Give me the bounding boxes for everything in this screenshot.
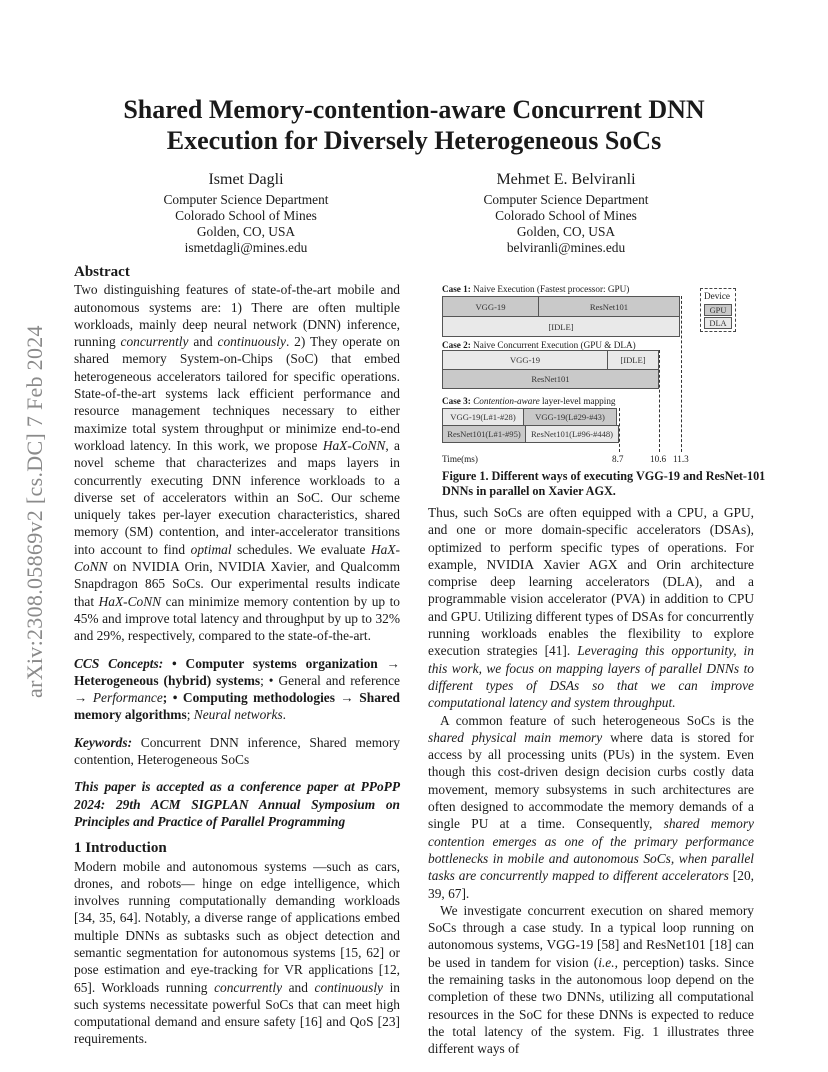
legend-title: Device <box>704 291 731 301</box>
author-block-2 <box>416 170 716 256</box>
author-school: Colorado School of Mines <box>175 208 317 223</box>
bar-c1-idle: [IDLE] <box>442 316 680 337</box>
left-column <box>74 264 400 1048</box>
tick-10.6: 10.6 <box>650 454 667 464</box>
author-email[interactable]: ismetdagli@mines.edu <box>184 240 308 255</box>
title-line-2: Execution for Diversely Heterogeneous SoCs <box>166 126 662 155</box>
bar-c2-vgg: VGG-19 <box>442 350 608 370</box>
bar-c3-vgg-b: VGG-19(L#29-#43) <box>523 408 617 426</box>
author-city: Golden, CO, USA <box>196 224 296 239</box>
ccs-concepts: CCS Concepts: • Computer systems organization → Heterogeneous (hybrid) systems; • General and reference → Performance; • Computing methodologies → Shared memory algorithms; Neural networks. <box>74 655 400 723</box>
author-name: Mehmet E. Belviranli <box>496 171 636 188</box>
paper-title <box>60 94 768 156</box>
tick-8.7: 8.7 <box>612 454 624 464</box>
case-3-label: Case 3: Contention-aware layer-level mapping <box>442 396 616 406</box>
time-axis-label: Time(ms) <box>442 454 478 464</box>
abstract-heading: Abstract <box>74 264 130 280</box>
bar-c3-vgg-a: VGG-19(L#1-#28) <box>442 408 524 426</box>
time-marker-11.3 <box>681 296 682 452</box>
title-line-1: Shared Memory-contention-aware Concurrent DNN <box>123 95 705 124</box>
bar-c1-resnet: ResNet101 <box>538 296 680 317</box>
bar-c3-resnet-a: ResNet101(L#1-#95) <box>442 425 526 443</box>
bar-c1-vgg: VGG-19 <box>442 296 539 317</box>
keywords: Keywords: Concurrent DNN inference, Shared memory contention, Heterogeneous SoCs <box>74 734 400 768</box>
tick-11.3: 11.3 <box>673 454 689 464</box>
right-paragraph-3: We investigate concurrent execution on shared memory SoCs through a case study. In a typical loop running on autonomous systems, VGG-19 [58] and ResNet101 [18] can be used in tandem for vision (i.e., perception) tasks. Since the remaining tasks in the autonomous loop depend on the completion of these two DNNs, utilizing all computational resources in the SoC for these DNNs is expected to reduce the total latency of the system. Fig. 1 illustrates three different ways of <box>428 902 754 1057</box>
case-1-label: Case 1: Naive Execution (Fastest processor: GPU) <box>442 284 630 294</box>
right-column <box>428 504 754 1058</box>
author-city: Golden, CO, USA <box>516 224 616 239</box>
introduction-heading: 1 Introduction <box>74 840 167 857</box>
time-marker-10.6 <box>659 350 660 452</box>
author-email[interactable]: belviranli@mines.edu <box>506 240 626 255</box>
abstract-text: Two distinguishing features of state-of-the-art mobile and autonomous systems are: 1) There are often multiple workloads, mainly deep neural network (DNN) inference, running concurrently and continuously. 2) They operate on shared memory System-on-Chips (SoC) that embed heterogeneous accelerators tailored for specific operations. State-of-the-art systems lack efficient performance and resource management techniques necessary to either maximize total system throughput or minimize end-to-end workload latency. In this work, we propose HaX-CoNN, a novel scheme that characterizes and maps layers in concurrently executing DNN inference workloads to a diverse set of accelerators within an SoC. Our scheme uniquely takes per-layer execution characteristics, shared memory (SM) contention, and inter-accelerator transitions into account to find optimal schedules. We evaluate HaX-CoNN on NVIDIA Orin, NVIDIA Xavier, and Qualcomm Snapdragon 865 SoCs. Our experimental results indicate that HaX-CoNN can minimize memory contention by up to 45% and improve total latency and throughput by up to 32% and 29%, respectively, compared to the state-of-the-art. <box>74 282 400 644</box>
author-school: Colorado School of Mines <box>495 208 637 223</box>
bar-c2-resnet: ResNet101 <box>442 369 659 389</box>
figure-1 <box>442 284 754 484</box>
arxiv-margin-note: arXiv:2308.05869v2 [cs.DC] 7 Feb 2024 <box>22 325 47 699</box>
author-block-1 <box>96 170 396 256</box>
acceptance-note: This paper is accepted as a conference paper at PPoPP 2024: 29th ACM SIGPLAN Annual Symposium on Principles and Practice of Parallel Programming <box>74 779 400 829</box>
right-paragraph-2: A common feature of such heterogeneous SoCs is the shared physical main memory where data is stored for access by all processing units (PUs) in the system. Even though this cost-driven design decision curbs costly data movement, memory subsystems in such architectures are often designed to accommodate the memory demands of a single PU at a time. Consequently, shared memory contention emerges as one of the primary performance bottlenecks in mobile and autonomous SoCs, when parallel tasks are concurrently mapped to different accelerators [20, 39, 67]. <box>428 712 754 901</box>
bar-c2-idle: [IDLE] <box>607 350 659 370</box>
legend-dla: DLA <box>704 317 732 329</box>
author-dept: Computer Science Department <box>163 192 329 207</box>
introduction-text: Modern mobile and autonomous systems —such as cars, drones, and robots— hinge on edge intelligence, which involves running computationally demanding workloads [34, 35, 64]. Notably, a diverse range of applications embed multiple DNNs as subtasks such as object detection and semantic segmentation for autonomous systems [15, 62] or pose estimation and eye-tracking for VR applications [12, 65]. Workloads running concurrently and continuously in such systems necessitate powerful SoCs that can meet high computational demand and ensure safety [16] and QoS [23] requirements. <box>74 858 400 1047</box>
bar-c3-resnet-b: ResNet101(L#96-#448) <box>525 425 619 443</box>
device-legend <box>700 288 736 332</box>
time-marker-8.7 <box>619 408 620 452</box>
author-dept: Computer Science Department <box>483 192 649 207</box>
right-paragraph-1: Thus, such SoCs are often equipped with a CPU, a GPU, and one or more domain-specific accelerators (DSAs), optimized to perform specific types of operations. For example, NVIDIA Xavier AGX and Orin architecture comprise deep learning accelerators (DLA), and a programmable vision accelerator (PVA) in addition to CPU and GPU. Utilizing different types of DSAs for concurrently running workloads enables the flexibility to explore execution strategies [41]. Leveraging this opportunity, in this work, we focus on mapping layers of parallel DNNs to different types of DSAs so that we can improve computational latency and system throughput. <box>428 505 754 711</box>
author-name: Ismet Dagli <box>208 171 284 188</box>
legend-gpu: GPU <box>704 304 732 316</box>
figure-1-caption: Figure 1. Different ways of executing VGG-19 and ResNet-101 DNNs in parallel on Xavier AGX. <box>442 469 766 498</box>
case-2-label: Case 2: Naive Concurrent Execution (GPU & DLA) <box>442 340 636 350</box>
